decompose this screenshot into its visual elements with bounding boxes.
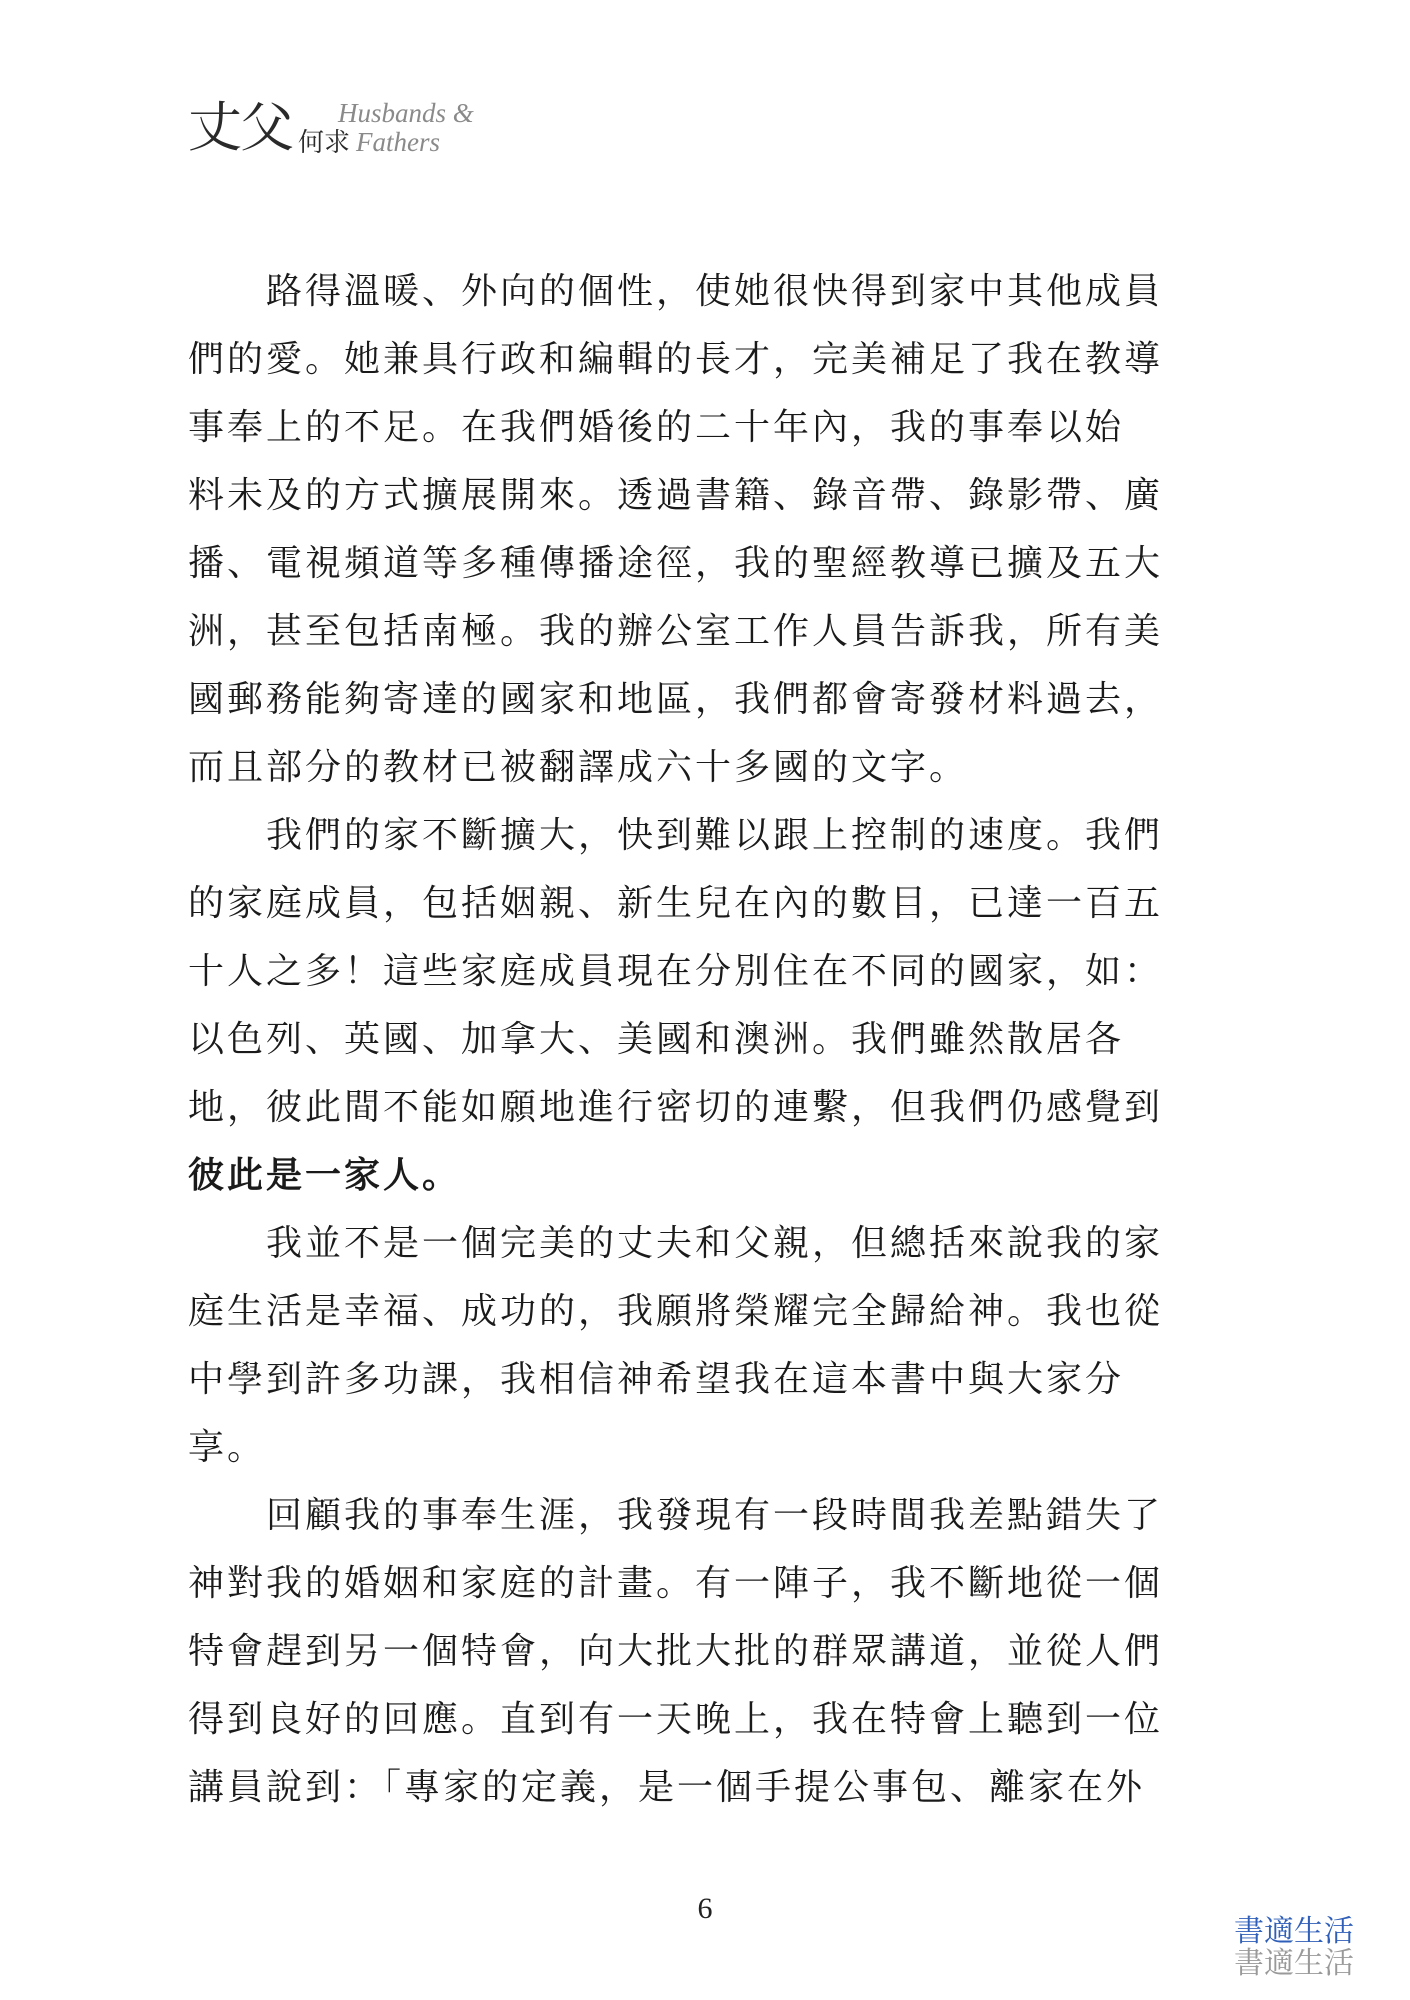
text-line: 而且部分的教材已被翻譯成六十多國的文字。: [188, 747, 969, 788]
logo-row2: [298, 129, 474, 156]
text-line: 享。: [188, 1427, 267, 1468]
text-line: 地，彼此間不能如願地進行密切的連繫，但我們仍感覺到: [188, 1087, 1164, 1128]
text-line: 我們的家不斷擴大，快到難以跟上控制的速度。我們: [266, 815, 1164, 856]
text-line: 回顧我的事奉生涯，我發現有一段時間我差點錯失了: [266, 1495, 1164, 1536]
watermark: [1234, 1916, 1354, 1980]
watermark-line2: 書適生活: [1234, 1946, 1354, 1981]
text-line: 的家庭成員，包括姻親、新生兒在內的數目，已達一百五: [188, 883, 1164, 924]
text-line: 以色列、英國、加拿大、美國和澳洲。我們雖然散居各: [188, 1019, 1125, 1060]
text-line: 我並不是一個完美的丈夫和父親，但總括來說我的家: [266, 1223, 1164, 1264]
text-line: 中學到許多功課，我相信神希望我在這本書中與大家分: [188, 1359, 1125, 1400]
book-header-logo: [188, 92, 474, 164]
text-line: 路得溫暖、外向的個性，使她很快得到家中其他成員: [266, 271, 1164, 312]
logo-subtitle-block: [298, 100, 474, 156]
text-line: 洲，甚至包括南極。我的辦公室工作人員告訴我，所有美: [188, 611, 1164, 652]
text-line: 講員說到：「專家的定義，是一個手提公事包、離家在外: [188, 1767, 1146, 1808]
logo-small-cjk: 何求: [298, 128, 351, 158]
text-line: 料未及的方式擴展開來。透過書籍、錄音帶、錄影帶、廣: [188, 475, 1164, 516]
text-line: 特會趕到另一個特會，向大批大批的群眾講道，並從人們: [188, 1631, 1164, 1672]
watermark-line1: 書適生活: [1234, 1914, 1354, 1949]
body-text: [188, 258, 1193, 1822]
text-line-bold: 彼此是一家人。: [188, 1155, 462, 1196]
text-line: 庭生活是幸福、成功的，我願將榮耀完全歸給神。我也從: [188, 1291, 1164, 1332]
logo-english-line1: Husbands &: [338, 98, 474, 128]
logo-cjk-title: 丈父: [188, 96, 292, 159]
text-line: 事奉上的不足。在我們婚後的二十年內，我的事奉以始: [188, 407, 1125, 448]
text-line: 們的愛。她兼具行政和編輯的長才，完美補足了我在教導: [188, 339, 1164, 380]
logo-english-line2: Fathers: [356, 127, 441, 157]
text-line: 神對我的婚姻和家庭的計畫。有一陣子，我不斷地從一個: [188, 1563, 1164, 1604]
text-line: 播、電視頻道等多種傳播途徑，我的聖經教導已擴及五大: [188, 543, 1164, 584]
text-line: 得到良好的回應。直到有一天晚上，我在特會上聽到一位: [188, 1699, 1164, 1740]
text-line: 國郵務能夠寄達的國家和地區，我們都會寄發材料過去，: [188, 679, 1164, 720]
text-line: 十人之多！這些家庭成員現在分別住在不同的國家，如：: [188, 951, 1164, 992]
page-number: 6: [697, 1892, 713, 1925]
